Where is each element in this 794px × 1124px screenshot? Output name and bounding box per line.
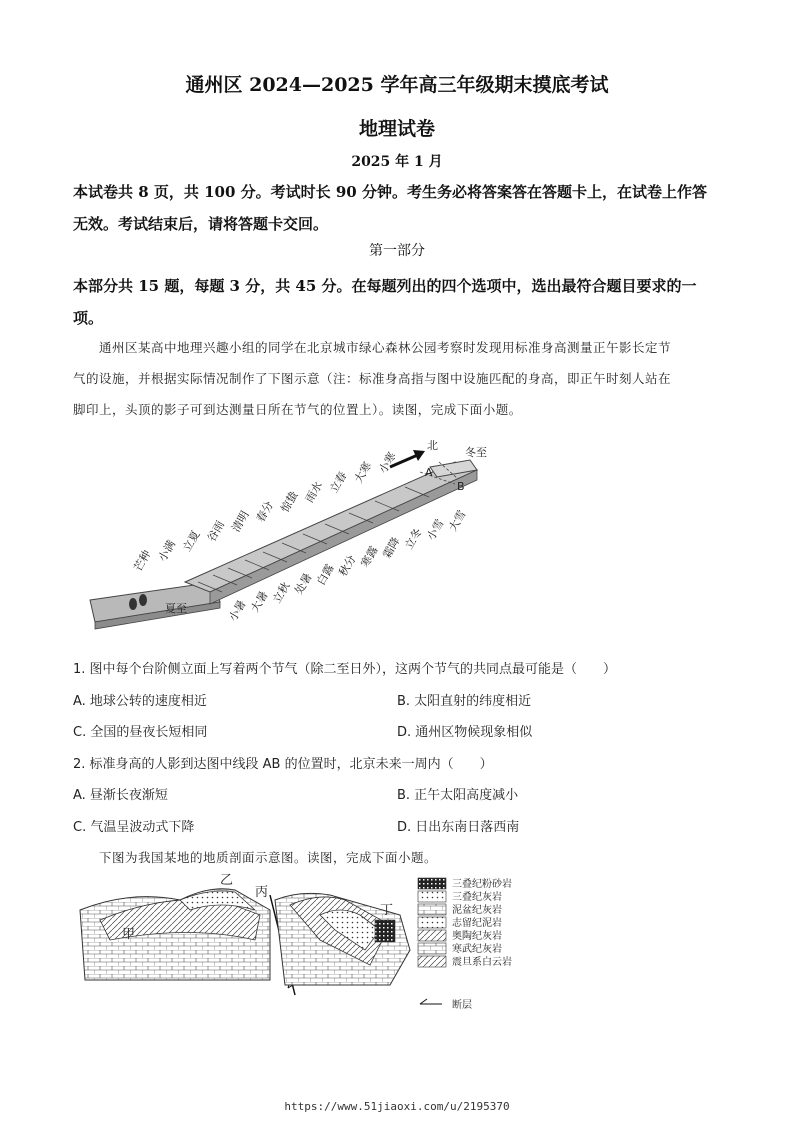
upper-solar-term-label: 立春 [327, 469, 350, 496]
question-2-option-c: C. 气温呈波动式下降 [73, 820, 195, 835]
exam-instructions [73, 176, 721, 240]
winter-solstice-label: 冬至 [465, 446, 487, 459]
legend-item: 寒武纪灰岩 [452, 944, 502, 955]
lower-solar-term-label: 白露 [314, 561, 337, 588]
section-description [73, 270, 721, 334]
label-jia: 甲 [122, 927, 136, 942]
legend [418, 877, 512, 1011]
solar-term-staircase-figure [85, 432, 515, 647]
label-bing: 丙 [255, 885, 269, 900]
exam-subtitle: 地理试卷 [358, 118, 435, 140]
lower-solar-term-label: 霜降 [380, 534, 403, 561]
lower-solar-term-label: 小暑 [226, 597, 249, 624]
lower-solar-term-label: 秋分 [336, 552, 359, 579]
lower-solar-term-label: 大雪 [446, 507, 469, 534]
upper-solar-term-label: 立夏 [180, 528, 203, 554]
section-desc-line-2: 项。 [73, 309, 104, 327]
question-1-option-d: D. 通州区物候现象相似 [397, 725, 533, 740]
question-1-stem: 1. 图中每个台阶侧立面上写着两个节气（除二至日外），这两个节气的共同点最可能是（ ） [73, 662, 617, 677]
exam-title: 通州区 2024—2025 学年高三年级期末摸底考试 [185, 74, 609, 96]
question-2-option-d: D. 日出东南日落西南 [397, 820, 520, 835]
section-title: 第一部分 [369, 243, 425, 259]
passage-1-line-1: 通州区某高中地理兴趣小组的同学在北京城市绿心森林公园考察时发现用标准身高测量正午影长定节 [99, 340, 672, 355]
legend-item: 志留纪泥岩 [452, 918, 502, 929]
passage-1-line-2: 气的设施，并根据实际情况制作了下图示意（注：标准身高指与图中设施匹配的身高，即正午时刻人站在 [73, 371, 672, 386]
upper-solar-term-label: 小满 [155, 538, 179, 564]
legend-item: 泥盆纪灰岩 [452, 905, 502, 916]
legend-item: 断层 [452, 1000, 472, 1011]
instructions-line-1: 本试卷共 8 页，共 100 分。考试时长 90 分钟。考生务必将答案答在答题卡上，在试卷上作答 [73, 183, 707, 201]
point-a-label: A [425, 466, 433, 479]
point-b-label: B [457, 480, 465, 493]
section-core-layer [375, 920, 395, 942]
question-2-option-a: A. 昼渐长夜渐短 [73, 788, 168, 803]
section-desc-line-1: 本部分共 15 题，每题 3 分，共 45 分。在每题列出的四个选项中，选出最符合题目要求的一 [73, 277, 697, 295]
upper-solar-term-label: 小寒 [376, 449, 399, 476]
summer-solstice-label: 夏至 [165, 602, 187, 615]
passage-1 [73, 332, 723, 425]
lower-solar-term-label: 寒露 [358, 543, 381, 570]
upper-solar-term-label: 芒种 [131, 547, 154, 574]
question-2-stem: 2. 标准身高的人影到达图中线段 AB 的位置时，北京未来一周内（ ） [73, 757, 493, 772]
legend-item: 震旦系白云岩 [452, 957, 512, 968]
upper-solar-term-label: 春分 [253, 498, 277, 525]
geological-section-figure [70, 870, 540, 1020]
legend-item: 三叠纪灰岩 [452, 892, 502, 903]
question-2-option-b: B. 正午太阳高度减小 [397, 788, 519, 803]
passage-1-line-3: 脚印上，头顶的影子可到达测量日所在节气的位置上）。读图，完成下面小题。 [73, 402, 522, 417]
label-yi: 乙 [220, 873, 234, 888]
lower-solar-term-label: 小雪 [424, 516, 447, 543]
lower-solar-term-label: 立冬 [402, 525, 425, 552]
lower-solar-term-label: 立秋 [270, 579, 293, 606]
lower-solar-term-label: 大暑 [248, 588, 271, 615]
instructions-line-2: 无效。考试结束后，请将答题卡交回。 [73, 215, 329, 233]
passage-2: 下图为我国某地的地质剖面示意图。读图，完成下面小题。 [99, 850, 438, 865]
lower-solar-term-label: 处暑 [292, 570, 315, 597]
exam-date: 2025 年 1 月 [351, 154, 443, 170]
question-1-option-a: A. 地球公转的速度相近 [73, 694, 207, 709]
fault-legend-icon [420, 999, 442, 1004]
question-1-option-b: B. 太阳直射的纬度相近 [397, 694, 532, 709]
upper-solar-term-label: 大寒 [351, 459, 375, 486]
legend-item: 三叠纪粉砂岩 [452, 879, 512, 890]
upper-solar-term-label: 谷雨 [204, 518, 228, 545]
footer-url[interactable] [0, 1100, 794, 1113]
upper-solar-term-label: 雨水 [302, 479, 326, 505]
footer-url-text: www.51jiaoxi.com/u/2195370 [337, 1100, 510, 1113]
upper-solar-term-label: 清明 [229, 508, 252, 535]
legend-item: 奥陶纪灰岩 [452, 931, 502, 942]
label-ding: 丁 [380, 903, 394, 918]
north-label: 北 [427, 439, 438, 452]
upper-solar-term-label: 惊蛰 [278, 489, 301, 515]
question-1-option-c: C. 全国的昼夜长短相同 [73, 725, 208, 740]
footer-url-prefix: https:// [284, 1100, 338, 1113]
